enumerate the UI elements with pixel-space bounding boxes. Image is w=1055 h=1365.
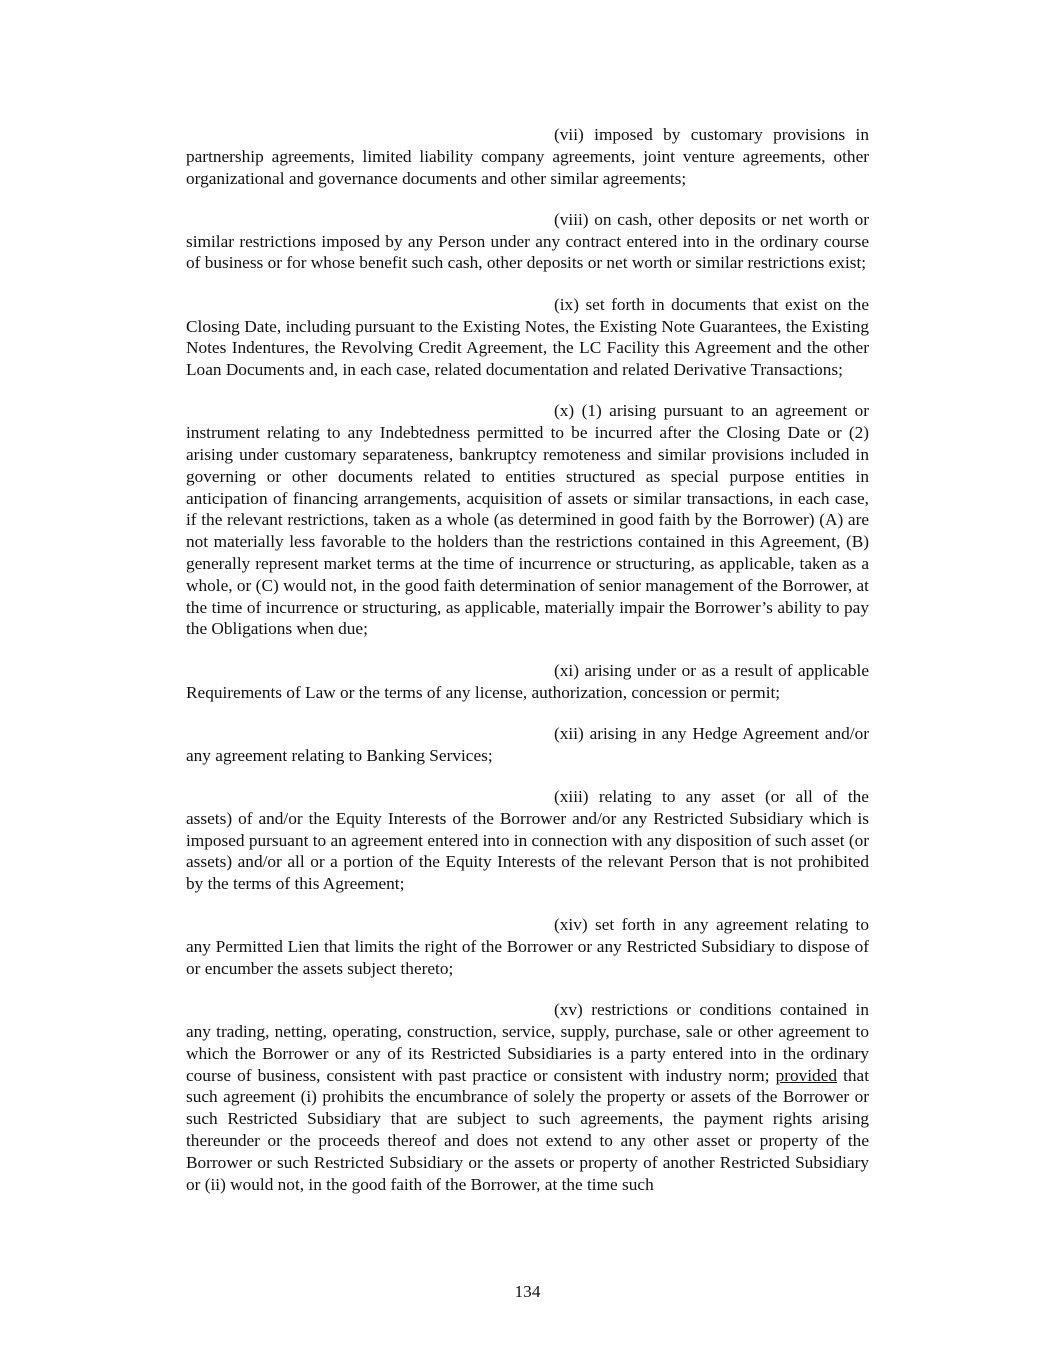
clause-xi: [186, 660, 869, 704]
clause-text: arising in any Hedge Agreement and/or any agreement relating to Banking Services;: [186, 723, 869, 765]
clause-number: (xiii): [554, 786, 589, 806]
clause-text: arising under or as a result of applicable Requirements of Law or the terms of any license, authorization, concession or permit;: [186, 660, 869, 702]
clause-text-continued: that such agreement (i) prohibits the encumbrance of solely the property or assets of the Borrower or such Restricted Subsidiary that are subject to such agreements, the payment rights arising thereunder or the proceeds thereof and does not extend to any other asset or property of the Borrower or such Restricted Subsidiary or the assets or property of another Restricted Subsidiary or (ii) would not, in the good faith of the Borrower, at the time such: [186, 1065, 869, 1194]
clause-text: imposed by customary provisions in partnership agreements, limited liability company agreements, joint venture agreements, other organizational and governance documents and other similar agreements;: [186, 125, 869, 188]
clause-number: (viii): [554, 209, 589, 229]
provided-underlined: provided: [775, 1065, 838, 1085]
clause-xii: [186, 723, 869, 767]
clause-text: relating to any asset (or all of the assets) of and/or the Equity Interests of the Borrower and/or any Restricted Subsidiary which is imposed pursuant to an agreement entered into in connection with any disposition of such asset (or assets) and/or all or a portion of the Equity Interests of the relevant Person that is not prohibited by the terms of this Agreement;: [186, 786, 869, 894]
page-number: 134: [514, 1282, 541, 1301]
clause-vii: [186, 124, 869, 189]
clause-number: (xii): [554, 723, 584, 743]
clause-text: (1) arising pursuant to an agreement or instrument relating to any Indebtedness permitted to be incurred after the Closing Date or (2) arising under customary separateness, bankruptcy remoteness and similar provisions included in governing or other documents related to entities structured as special purpose entities in anticipation of financing arrangements, acquisition of assets or similar transactions, in each case, if the relevant restrictions, taken as a whole (as determined in good faith by the Borrower) (A) are not materially less favorable to the holders than the restrictions contained in this Agreement, (B) generally represent market terms at the time of incurrence or structuring, as applicable, taken as a whole, or (C) would not, in the good faith determination of senior management of the Borrower, at the time of incurrence or structuring, as applicable, materially impair the Borrower’s ability to pay the Obligations when due;: [186, 401, 869, 639]
clause-text: on cash, other deposits or net worth or similar restrictions imposed by any Person under any contract entered into in the ordinary course of business or for whose benefit such cash, other deposits or net worth or similar restrictions exist;: [186, 209, 869, 273]
clause-xiv: [186, 914, 869, 979]
clause-text: set forth in any agreement relating to any Permitted Lien that limits the right of the Borrower or any Restricted Subsidiary to dispose of or encumber the assets subject thereto;: [186, 915, 869, 978]
clause-text: restrictions or conditions contained in any trading, netting, operating, construction, service, supply, purchase, sale or other agreement to which the Borrower or any of its Restricted Subsidiaries is a party entered into in the ordinary course of business, consistent with past practice or consistent with industry norm;: [186, 1000, 869, 1085]
clause-number: (xiv): [554, 915, 588, 935]
clause-ix: [186, 294, 869, 381]
clause-x: [186, 400, 869, 640]
clause-number: (xv): [554, 1000, 583, 1020]
clause-xv: [186, 999, 869, 1195]
document-body: [186, 124, 869, 1215]
clause-viii: [186, 209, 869, 274]
clause-number: (ix): [554, 294, 579, 314]
clause-number: (xi): [554, 660, 579, 680]
clause-text: set forth in documents that exist on the Closing Date, including pursuant to the Existing Notes, the Existing Note Guarantees, the Existing Notes Indentures, the Revolving Credit Agreement, the LC Facility this Agreement and the other Loan Documents and, in each case, related documentation and related Derivative Transactions;: [186, 294, 869, 380]
clause-number: (vii): [554, 125, 584, 144]
clause-xiii: [186, 786, 869, 895]
clause-number: (x): [554, 401, 575, 421]
